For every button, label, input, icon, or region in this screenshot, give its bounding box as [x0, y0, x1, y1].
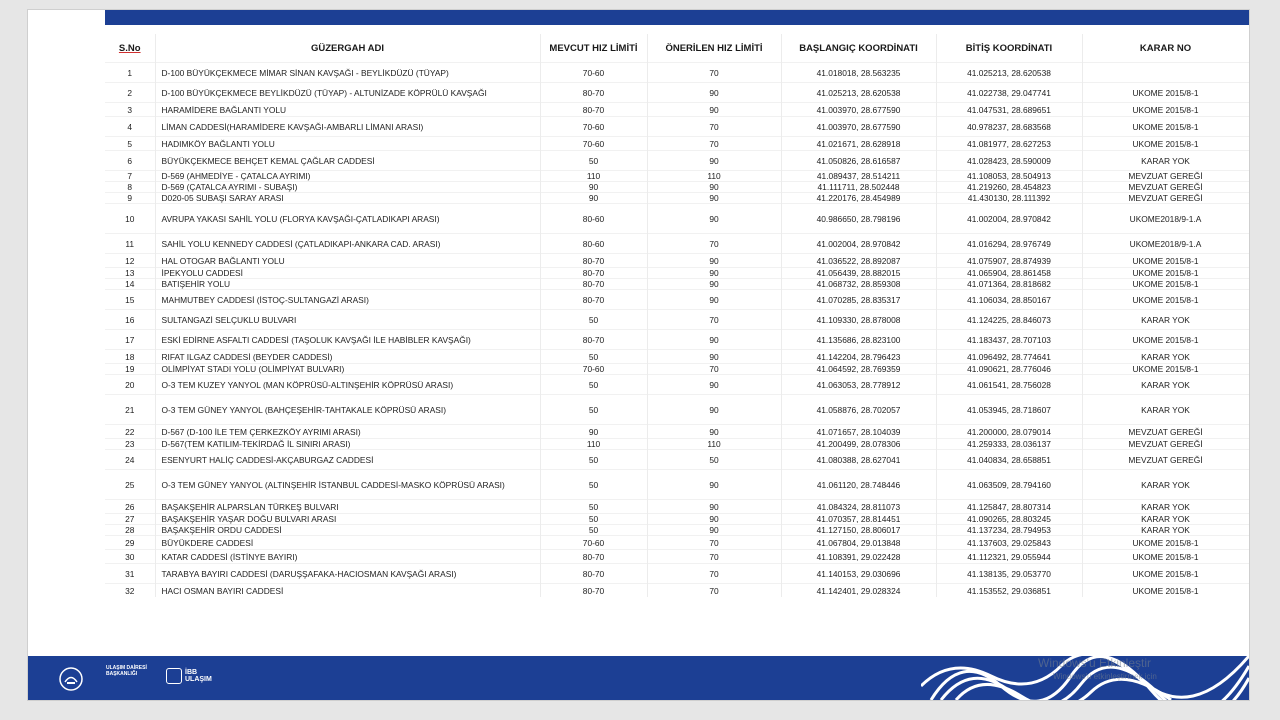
- cell-decision-no: KARAR YOK: [1082, 310, 1249, 330]
- table-row: [105, 425, 1249, 439]
- cell-proposed-limit: 90: [647, 470, 781, 500]
- cell-sno: 15: [105, 290, 155, 310]
- cell-current-limit: 80-70: [540, 290, 647, 310]
- watermark-line1: Windows'u Etkinleştir: [1038, 656, 1151, 670]
- table-row: [105, 268, 1249, 279]
- cell-sno: 27: [105, 514, 155, 525]
- header-bar: [105, 10, 1249, 25]
- cell-sno: 32: [105, 584, 155, 598]
- cell-sno: 23: [105, 439, 155, 450]
- logo2-line2: ULAŞIM: [185, 676, 212, 683]
- column-header-proposed-limit: ÖNERİLEN HIZ LİMİTİ: [647, 34, 781, 63]
- cell-current-limit: 50: [540, 470, 647, 500]
- cell-current-limit: 50: [540, 350, 647, 364]
- cell-end-coordinate: 41.137234, 28.794953: [936, 525, 1082, 536]
- cell-current-limit: 50: [540, 395, 647, 425]
- cell-end-coordinate: 41.053945, 28.718607: [936, 395, 1082, 425]
- cell-start-coordinate: 41.108391, 29.022428: [781, 550, 936, 564]
- cell-end-coordinate: 41.065904, 28.861458: [936, 268, 1082, 279]
- table-row: [105, 470, 1249, 500]
- cell-decision-no: MEVZUAT GEREĞİ: [1082, 425, 1249, 439]
- cell-route-name: HACI OSMAN BAYIRI CADDESİ: [155, 584, 540, 598]
- cell-start-coordinate: 41.063053, 28.778912: [781, 375, 936, 395]
- table-row: [105, 439, 1249, 450]
- table-row: [105, 83, 1249, 103]
- cell-route-name: HADIMKÖY BAĞLANTI YOLU: [155, 137, 540, 151]
- cell-end-coordinate: 41.106034, 28.850167: [936, 290, 1082, 310]
- cell-proposed-limit: 90: [647, 395, 781, 425]
- table-row: [105, 500, 1249, 514]
- cell-start-coordinate: 41.003970, 28.677590: [781, 117, 936, 137]
- cell-current-limit: 70-60: [540, 63, 647, 83]
- cell-sno: 5: [105, 137, 155, 151]
- cell-sno: 22: [105, 425, 155, 439]
- cell-route-name: MAHMUTBEY CADDESİ (İSTOÇ-SULTANGAZİ ARASI): [155, 290, 540, 310]
- cell-decision-no: UKOME 2015/8-1: [1082, 584, 1249, 598]
- cell-end-coordinate: 41.125847, 28.807314: [936, 500, 1082, 514]
- cell-proposed-limit: 70: [647, 584, 781, 598]
- cell-start-coordinate: 41.089437, 28.514211: [781, 171, 936, 182]
- cell-current-limit: 80-70: [540, 564, 647, 584]
- cell-sno: 12: [105, 254, 155, 268]
- cell-current-limit: 80-70: [540, 279, 647, 290]
- table-row: [105, 279, 1249, 290]
- cell-end-coordinate: 41.016294, 28.976749: [936, 234, 1082, 254]
- table-row: [105, 450, 1249, 470]
- cell-end-coordinate: 41.002004, 28.970842: [936, 204, 1082, 234]
- cell-current-limit: 80-70: [540, 330, 647, 350]
- cell-current-limit: 50: [540, 450, 647, 470]
- cell-end-coordinate: 41.028423, 28.590009: [936, 151, 1082, 171]
- cell-proposed-limit: 70: [647, 234, 781, 254]
- cell-route-name: BÜYÜKÇEKMECE BEHÇET KEMAL ÇAĞLAR CADDESİ: [155, 151, 540, 171]
- cell-decision-no: [1082, 63, 1249, 83]
- cell-current-limit: 80-70: [540, 584, 647, 598]
- cell-start-coordinate: 41.070357, 28.814451: [781, 514, 936, 525]
- cell-proposed-limit: 90: [647, 425, 781, 439]
- table-row: [105, 151, 1249, 171]
- cell-decision-no: KARAR YOK: [1082, 500, 1249, 514]
- cell-route-name: D-100 BÜYÜKÇEKMECE BEYLİKDÜZÜ (TÜYAP) - ALTUNİZADE KÖPRÜLÜ KAVŞAĞI: [155, 83, 540, 103]
- cell-route-name: İPEKYOLU CADDESİ: [155, 268, 540, 279]
- cell-end-coordinate: 41.259333, 28.036137: [936, 439, 1082, 450]
- cell-route-name: KATAR CADDESİ (İSTİNYE BAYIRI): [155, 550, 540, 564]
- cell-sno: 6: [105, 151, 155, 171]
- table-row: [105, 395, 1249, 425]
- cell-proposed-limit: 70: [647, 63, 781, 83]
- cell-proposed-limit: 90: [647, 182, 781, 193]
- cell-current-limit: 50: [540, 310, 647, 330]
- cell-route-name: D-567 (D-100 İLE TEM ÇERKEZKÖY AYRIMI ARASI): [155, 425, 540, 439]
- speed-limit-table: [105, 34, 1250, 597]
- cell-end-coordinate: 41.025213, 28.620538: [936, 63, 1082, 83]
- column-header-decision-no: KARAR NO: [1082, 34, 1249, 63]
- cell-start-coordinate: 41.070285, 28.835317: [781, 290, 936, 310]
- cell-route-name: O-3 TEM GÜNEY YANYOL (ALTINŞEHİR İSTANBUL CADDESİ-MASKO KÖPRÜSÜ ARASI): [155, 470, 540, 500]
- cell-proposed-limit: 110: [647, 171, 781, 182]
- cell-current-limit: 70-60: [540, 364, 647, 375]
- cell-end-coordinate: 41.153552, 29.036851: [936, 584, 1082, 598]
- cell-start-coordinate: 41.003970, 28.677590: [781, 103, 936, 117]
- cell-start-coordinate: 40.986650, 28.798196: [781, 204, 936, 234]
- cell-decision-no: KARAR YOK: [1082, 395, 1249, 425]
- cell-current-limit: 80-70: [540, 83, 647, 103]
- cell-route-name: RIFAT ILGAZ CADDESİ (BEYDER CADDESİ): [155, 350, 540, 364]
- cell-start-coordinate: 41.084324, 28.811073: [781, 500, 936, 514]
- cell-route-name: D-569 (ÇATALCA AYRIMI - SUBAŞI): [155, 182, 540, 193]
- cell-decision-no: UKOME 2015/8-1: [1082, 279, 1249, 290]
- cell-start-coordinate: 41.067804, 29.013848: [781, 536, 936, 550]
- cell-end-coordinate: 41.090621, 28.776046: [936, 364, 1082, 375]
- cell-current-limit: 110: [540, 439, 647, 450]
- cell-decision-no: UKOME2018/9-1.A: [1082, 234, 1249, 254]
- cell-route-name: ESENYURT HALİÇ CADDESİ-AKÇABURGAZ CADDESİ: [155, 450, 540, 470]
- cell-end-coordinate: 41.124225, 28.846073: [936, 310, 1082, 330]
- table-row: [105, 103, 1249, 117]
- cell-decision-no: UKOME 2015/8-1: [1082, 137, 1249, 151]
- cell-decision-no: UKOME 2015/8-1: [1082, 364, 1249, 375]
- cell-start-coordinate: 41.050826, 28.616587: [781, 151, 936, 171]
- cell-sno: 1: [105, 63, 155, 83]
- cell-end-coordinate: 41.096492, 28.774641: [936, 350, 1082, 364]
- logo2-line1: İBB: [185, 669, 198, 676]
- ibb-emblem-icon: [58, 666, 84, 692]
- cell-decision-no: UKOME 2015/8-1: [1082, 83, 1249, 103]
- cell-sno: 28: [105, 525, 155, 536]
- speed-limit-table-container: [105, 34, 1249, 597]
- cell-proposed-limit: 90: [647, 268, 781, 279]
- table-row: [105, 290, 1249, 310]
- cell-proposed-limit: 90: [647, 103, 781, 117]
- table-row: [105, 584, 1249, 598]
- cell-end-coordinate: 41.112321, 29.055944: [936, 550, 1082, 564]
- cell-sno: 4: [105, 117, 155, 137]
- cell-proposed-limit: 90: [647, 279, 781, 290]
- cell-route-name: OLİMPİYAT STADI YOLU (OLİMPİYAT BULVARI): [155, 364, 540, 375]
- cell-sno: 30: [105, 550, 155, 564]
- cell-proposed-limit: 70: [647, 137, 781, 151]
- cell-current-limit: 50: [540, 375, 647, 395]
- cell-start-coordinate: 41.140153, 29.030696: [781, 564, 936, 584]
- table-row: [105, 550, 1249, 564]
- cell-sno: 3: [105, 103, 155, 117]
- cell-current-limit: 80-70: [540, 550, 647, 564]
- cell-current-limit: 90: [540, 193, 647, 204]
- cell-current-limit: 90: [540, 182, 647, 193]
- cell-decision-no: UKOME 2015/8-1: [1082, 550, 1249, 564]
- cell-start-coordinate: 41.061120, 28.748446: [781, 470, 936, 500]
- cell-proposed-limit: 70: [647, 310, 781, 330]
- cell-current-limit: 110: [540, 171, 647, 182]
- cell-end-coordinate: 41.075907, 28.874939: [936, 254, 1082, 268]
- cell-decision-no: UKOME 2015/8-1: [1082, 117, 1249, 137]
- cell-route-name: SULTANGAZİ SELÇUKLU BULVARI: [155, 310, 540, 330]
- cell-start-coordinate: 41.064592, 28.769359: [781, 364, 936, 375]
- cell-start-coordinate: 41.111711, 28.502448: [781, 182, 936, 193]
- cell-start-coordinate: 41.142401, 29.028324: [781, 584, 936, 598]
- cell-end-coordinate: 41.022738, 29.047741: [936, 83, 1082, 103]
- ibb-ulasim-logo: [166, 668, 212, 684]
- table-header-row: [105, 34, 1249, 63]
- cell-proposed-limit: 70: [647, 536, 781, 550]
- cell-route-name: TARABYA BAYIRI CADDESİ (DARUŞŞAFAKA-HACIOSMAN KAVŞAĞI ARASI): [155, 564, 540, 584]
- cell-route-name: O-3 TEM KUZEY YANYOL (MAN KÖPRÜSÜ-ALTINŞEHİR KÖPRÜSÜ ARASI): [155, 375, 540, 395]
- cell-current-limit: 80-70: [540, 103, 647, 117]
- cell-current-limit: 80-60: [540, 204, 647, 234]
- table-row: [105, 117, 1249, 137]
- cell-end-coordinate: 41.071364, 28.818682: [936, 279, 1082, 290]
- cell-current-limit: 80-70: [540, 268, 647, 279]
- cell-sno: 10: [105, 204, 155, 234]
- presentation-slide: [27, 9, 1250, 701]
- cell-end-coordinate: 41.047531, 28.689651: [936, 103, 1082, 117]
- cell-start-coordinate: 41.109330, 28.878008: [781, 310, 936, 330]
- cell-start-coordinate: 41.021671, 28.628918: [781, 137, 936, 151]
- cell-start-coordinate: 41.018018, 28.563235: [781, 63, 936, 83]
- cell-proposed-limit: 90: [647, 514, 781, 525]
- cell-decision-no: KARAR YOK: [1082, 514, 1249, 525]
- cell-decision-no: UKOME 2015/8-1: [1082, 290, 1249, 310]
- cell-current-limit: 80-60: [540, 234, 647, 254]
- cell-route-name: BAŞAKŞEHİR ALPARSLAN TÜRKEŞ BULVARI: [155, 500, 540, 514]
- cell-start-coordinate: 41.025213, 28.620538: [781, 83, 936, 103]
- cell-start-coordinate: 41.135686, 28.823100: [781, 330, 936, 350]
- cell-sno: 9: [105, 193, 155, 204]
- cell-route-name: D-100 BÜYÜKÇEKMECE MİMAR SİNAN KAVŞAĞI - BEYLİKDÜZÜ (TÜYAP): [155, 63, 540, 83]
- column-header-sno: S.No: [105, 34, 155, 63]
- cell-current-limit: 90: [540, 425, 647, 439]
- cell-route-name: AVRUPA YAKASI SAHİL YOLU (FLORYA KAVŞAĞI-ÇATLADIKAPI ARASI): [155, 204, 540, 234]
- table-row: [105, 364, 1249, 375]
- cell-sno: 31: [105, 564, 155, 584]
- cell-decision-no: KARAR YOK: [1082, 350, 1249, 364]
- cell-decision-no: MEVZUAT GEREĞİ: [1082, 439, 1249, 450]
- cell-end-coordinate: 41.090265, 28.803245: [936, 514, 1082, 525]
- cell-route-name: D-569 (AHMEDİYE - ÇATALCA AYRIMI): [155, 171, 540, 182]
- cell-sno: 19: [105, 364, 155, 375]
- cell-sno: 13: [105, 268, 155, 279]
- ibb-ulasim-logo-text: [185, 669, 212, 683]
- cell-sno: 14: [105, 279, 155, 290]
- cell-decision-no: MEVZUAT GEREĞİ: [1082, 193, 1249, 204]
- table-row: [105, 310, 1249, 330]
- cell-current-limit: 80-70: [540, 254, 647, 268]
- cell-route-name: BAŞAKŞEHİR ORDU CADDESİ: [155, 525, 540, 536]
- cell-start-coordinate: 41.220176, 28.454989: [781, 193, 936, 204]
- cell-sno: 11: [105, 234, 155, 254]
- cell-current-limit: 50: [540, 514, 647, 525]
- cell-proposed-limit: 90: [647, 151, 781, 171]
- cell-route-name: BAŞAKŞEHİR YAŞAR DOĞU BULVARI ARASI: [155, 514, 540, 525]
- cell-end-coordinate: 41.061541, 28.756028: [936, 375, 1082, 395]
- table-row: [105, 525, 1249, 536]
- cell-proposed-limit: 90: [647, 330, 781, 350]
- cell-decision-no: MEVZUAT GEREĞİ: [1082, 171, 1249, 182]
- cell-decision-no: MEVZUAT GEREĞİ: [1082, 450, 1249, 470]
- cell-decision-no: UKOME2018/9-1.A: [1082, 204, 1249, 234]
- cell-proposed-limit: 90: [647, 193, 781, 204]
- cell-sno: 7: [105, 171, 155, 182]
- cell-end-coordinate: 41.200000, 28.079014: [936, 425, 1082, 439]
- table-row: [105, 514, 1249, 525]
- cell-start-coordinate: 41.036522, 28.892087: [781, 254, 936, 268]
- table-row: [105, 234, 1249, 254]
- cell-end-coordinate: 41.183437, 28.707103: [936, 330, 1082, 350]
- cell-current-limit: 70-60: [540, 536, 647, 550]
- cell-proposed-limit: 50: [647, 450, 781, 470]
- table-row: [105, 204, 1249, 234]
- cell-decision-no: KARAR YOK: [1082, 151, 1249, 171]
- cell-decision-no: UKOME 2015/8-1: [1082, 103, 1249, 117]
- cell-end-coordinate: 41.081977, 28.627253: [936, 137, 1082, 151]
- cell-route-name: D-567(TEM KATILIM-TEKİRDAĞ İL SINIRI ARASI): [155, 439, 540, 450]
- cell-decision-no: KARAR YOK: [1082, 375, 1249, 395]
- cell-decision-no: KARAR YOK: [1082, 525, 1249, 536]
- table-row: [105, 330, 1249, 350]
- cell-proposed-limit: 90: [647, 500, 781, 514]
- table-row: [105, 536, 1249, 550]
- cell-sno: 29: [105, 536, 155, 550]
- watermark-line2: Windows'u etkinleştirmek için: [1053, 672, 1157, 681]
- cell-route-name: BÜYÜKDERE CADDESİ: [155, 536, 540, 550]
- cell-decision-no: UKOME 2015/8-1: [1082, 330, 1249, 350]
- cell-end-coordinate: 41.040834, 28.658851: [936, 450, 1082, 470]
- cell-start-coordinate: 41.068732, 28.859308: [781, 279, 936, 290]
- cell-start-coordinate: 41.142204, 28.796423: [781, 350, 936, 364]
- cell-proposed-limit: 90: [647, 204, 781, 234]
- cell-decision-no: UKOME 2015/8-1: [1082, 254, 1249, 268]
- cell-route-name: HAL OTOGAR BAĞLANTI YOLU: [155, 254, 540, 268]
- cell-decision-no: UKOME 2015/8-1: [1082, 564, 1249, 584]
- cell-sno: 8: [105, 182, 155, 193]
- cell-decision-no: MEVZUAT GEREĞİ: [1082, 182, 1249, 193]
- cell-end-coordinate: 41.430130, 28.111392: [936, 193, 1082, 204]
- cell-decision-no: UKOME 2015/8-1: [1082, 536, 1249, 550]
- table-row: [105, 182, 1249, 193]
- cell-start-coordinate: 41.080388, 28.627041: [781, 450, 936, 470]
- cell-proposed-limit: 90: [647, 525, 781, 536]
- cell-route-name: LİMAN CADDESİ(HARAMİDERE KAVŞAĞI-AMBARLI LİMANI ARASI): [155, 117, 540, 137]
- cell-end-coordinate: 41.063509, 28.794160: [936, 470, 1082, 500]
- cell-proposed-limit: 110: [647, 439, 781, 450]
- cell-proposed-limit: 90: [647, 254, 781, 268]
- cell-sno: 25: [105, 470, 155, 500]
- cell-start-coordinate: 41.127150, 28.806017: [781, 525, 936, 536]
- cell-route-name: BATIŞEHİR YOLU: [155, 279, 540, 290]
- table-row: [105, 193, 1249, 204]
- cell-proposed-limit: 70: [647, 364, 781, 375]
- cell-current-limit: 50: [540, 500, 647, 514]
- table-body: [105, 63, 1249, 598]
- table-row: [105, 375, 1249, 395]
- department-logo-text: ULAŞIM DAİRESİ BAŞKANLIĞI: [106, 665, 147, 677]
- cell-route-name: O-3 TEM GÜNEY YANYOL (BAHÇEŞEHİR-TAHTAKALE KÖPRÜSÜ ARASI): [155, 395, 540, 425]
- cell-end-coordinate: 41.138135, 29.053770: [936, 564, 1082, 584]
- cell-sno: 18: [105, 350, 155, 364]
- cell-start-coordinate: 41.058876, 28.702057: [781, 395, 936, 425]
- windows-activation-watermark: [1038, 656, 1157, 684]
- cell-route-name: ESKİ EDİRNE ASFALTI CADDESİ (TAŞOLUK KAVŞAĞI İLE HABİBLER KAVŞAĞI): [155, 330, 540, 350]
- cell-current-limit: 70-60: [540, 137, 647, 151]
- cell-decision-no: UKOME 2015/8-1: [1082, 268, 1249, 279]
- cell-current-limit: 50: [540, 525, 647, 536]
- cell-proposed-limit: 90: [647, 83, 781, 103]
- cell-sno: 21: [105, 395, 155, 425]
- column-header-start-coordinate: BAŞLANGIÇ KOORDİNATI: [781, 34, 936, 63]
- cell-proposed-limit: 90: [647, 375, 781, 395]
- cell-proposed-limit: 90: [647, 350, 781, 364]
- cell-proposed-limit: 70: [647, 564, 781, 584]
- table-row: [105, 171, 1249, 182]
- cell-sno: 20: [105, 375, 155, 395]
- column-header-route-name: GÜZERGAH ADI: [155, 34, 540, 63]
- cell-proposed-limit: 90: [647, 290, 781, 310]
- cell-start-coordinate: 41.200499, 28.078306: [781, 439, 936, 450]
- table-row: [105, 63, 1249, 83]
- table-row: [105, 137, 1249, 151]
- cell-sno: 16: [105, 310, 155, 330]
- cell-current-limit: 70-60: [540, 117, 647, 137]
- cell-sno: 2: [105, 83, 155, 103]
- cell-sno: 24: [105, 450, 155, 470]
- cell-end-coordinate: 40.978237, 28.683568: [936, 117, 1082, 137]
- table-row: [105, 350, 1249, 364]
- cell-route-name: D020-05 SUBAŞI SARAY ARASI: [155, 193, 540, 204]
- table-row: [105, 254, 1249, 268]
- cell-end-coordinate: 41.219260, 28.454823: [936, 182, 1082, 193]
- column-header-current-limit: MEVCUT HIZ LİMİTİ: [540, 34, 647, 63]
- cell-decision-no: KARAR YOK: [1082, 470, 1249, 500]
- ibb-logo-mark-icon: [166, 668, 182, 684]
- cell-start-coordinate: 41.056439, 28.882015: [781, 268, 936, 279]
- table-row: [105, 564, 1249, 584]
- cell-proposed-limit: 70: [647, 117, 781, 137]
- cell-sno: 17: [105, 330, 155, 350]
- column-header-end-coordinate: BİTİŞ KOORDİNATI: [936, 34, 1082, 63]
- cell-current-limit: 50: [540, 151, 647, 171]
- cell-route-name: SAHİL YOLU KENNEDY CADDESİ (ÇATLADIKAPI-ANKARA CAD. ARASI): [155, 234, 540, 254]
- cell-sno: 26: [105, 500, 155, 514]
- cell-proposed-limit: 70: [647, 550, 781, 564]
- cell-start-coordinate: 41.071657, 28.104039: [781, 425, 936, 439]
- cell-start-coordinate: 41.002004, 28.970842: [781, 234, 936, 254]
- cell-route-name: HARAMİDERE BAĞLANTI YOLU: [155, 103, 540, 117]
- cell-end-coordinate: 41.137603, 29.025843: [936, 536, 1082, 550]
- cell-end-coordinate: 41.108053, 28.504913: [936, 171, 1082, 182]
